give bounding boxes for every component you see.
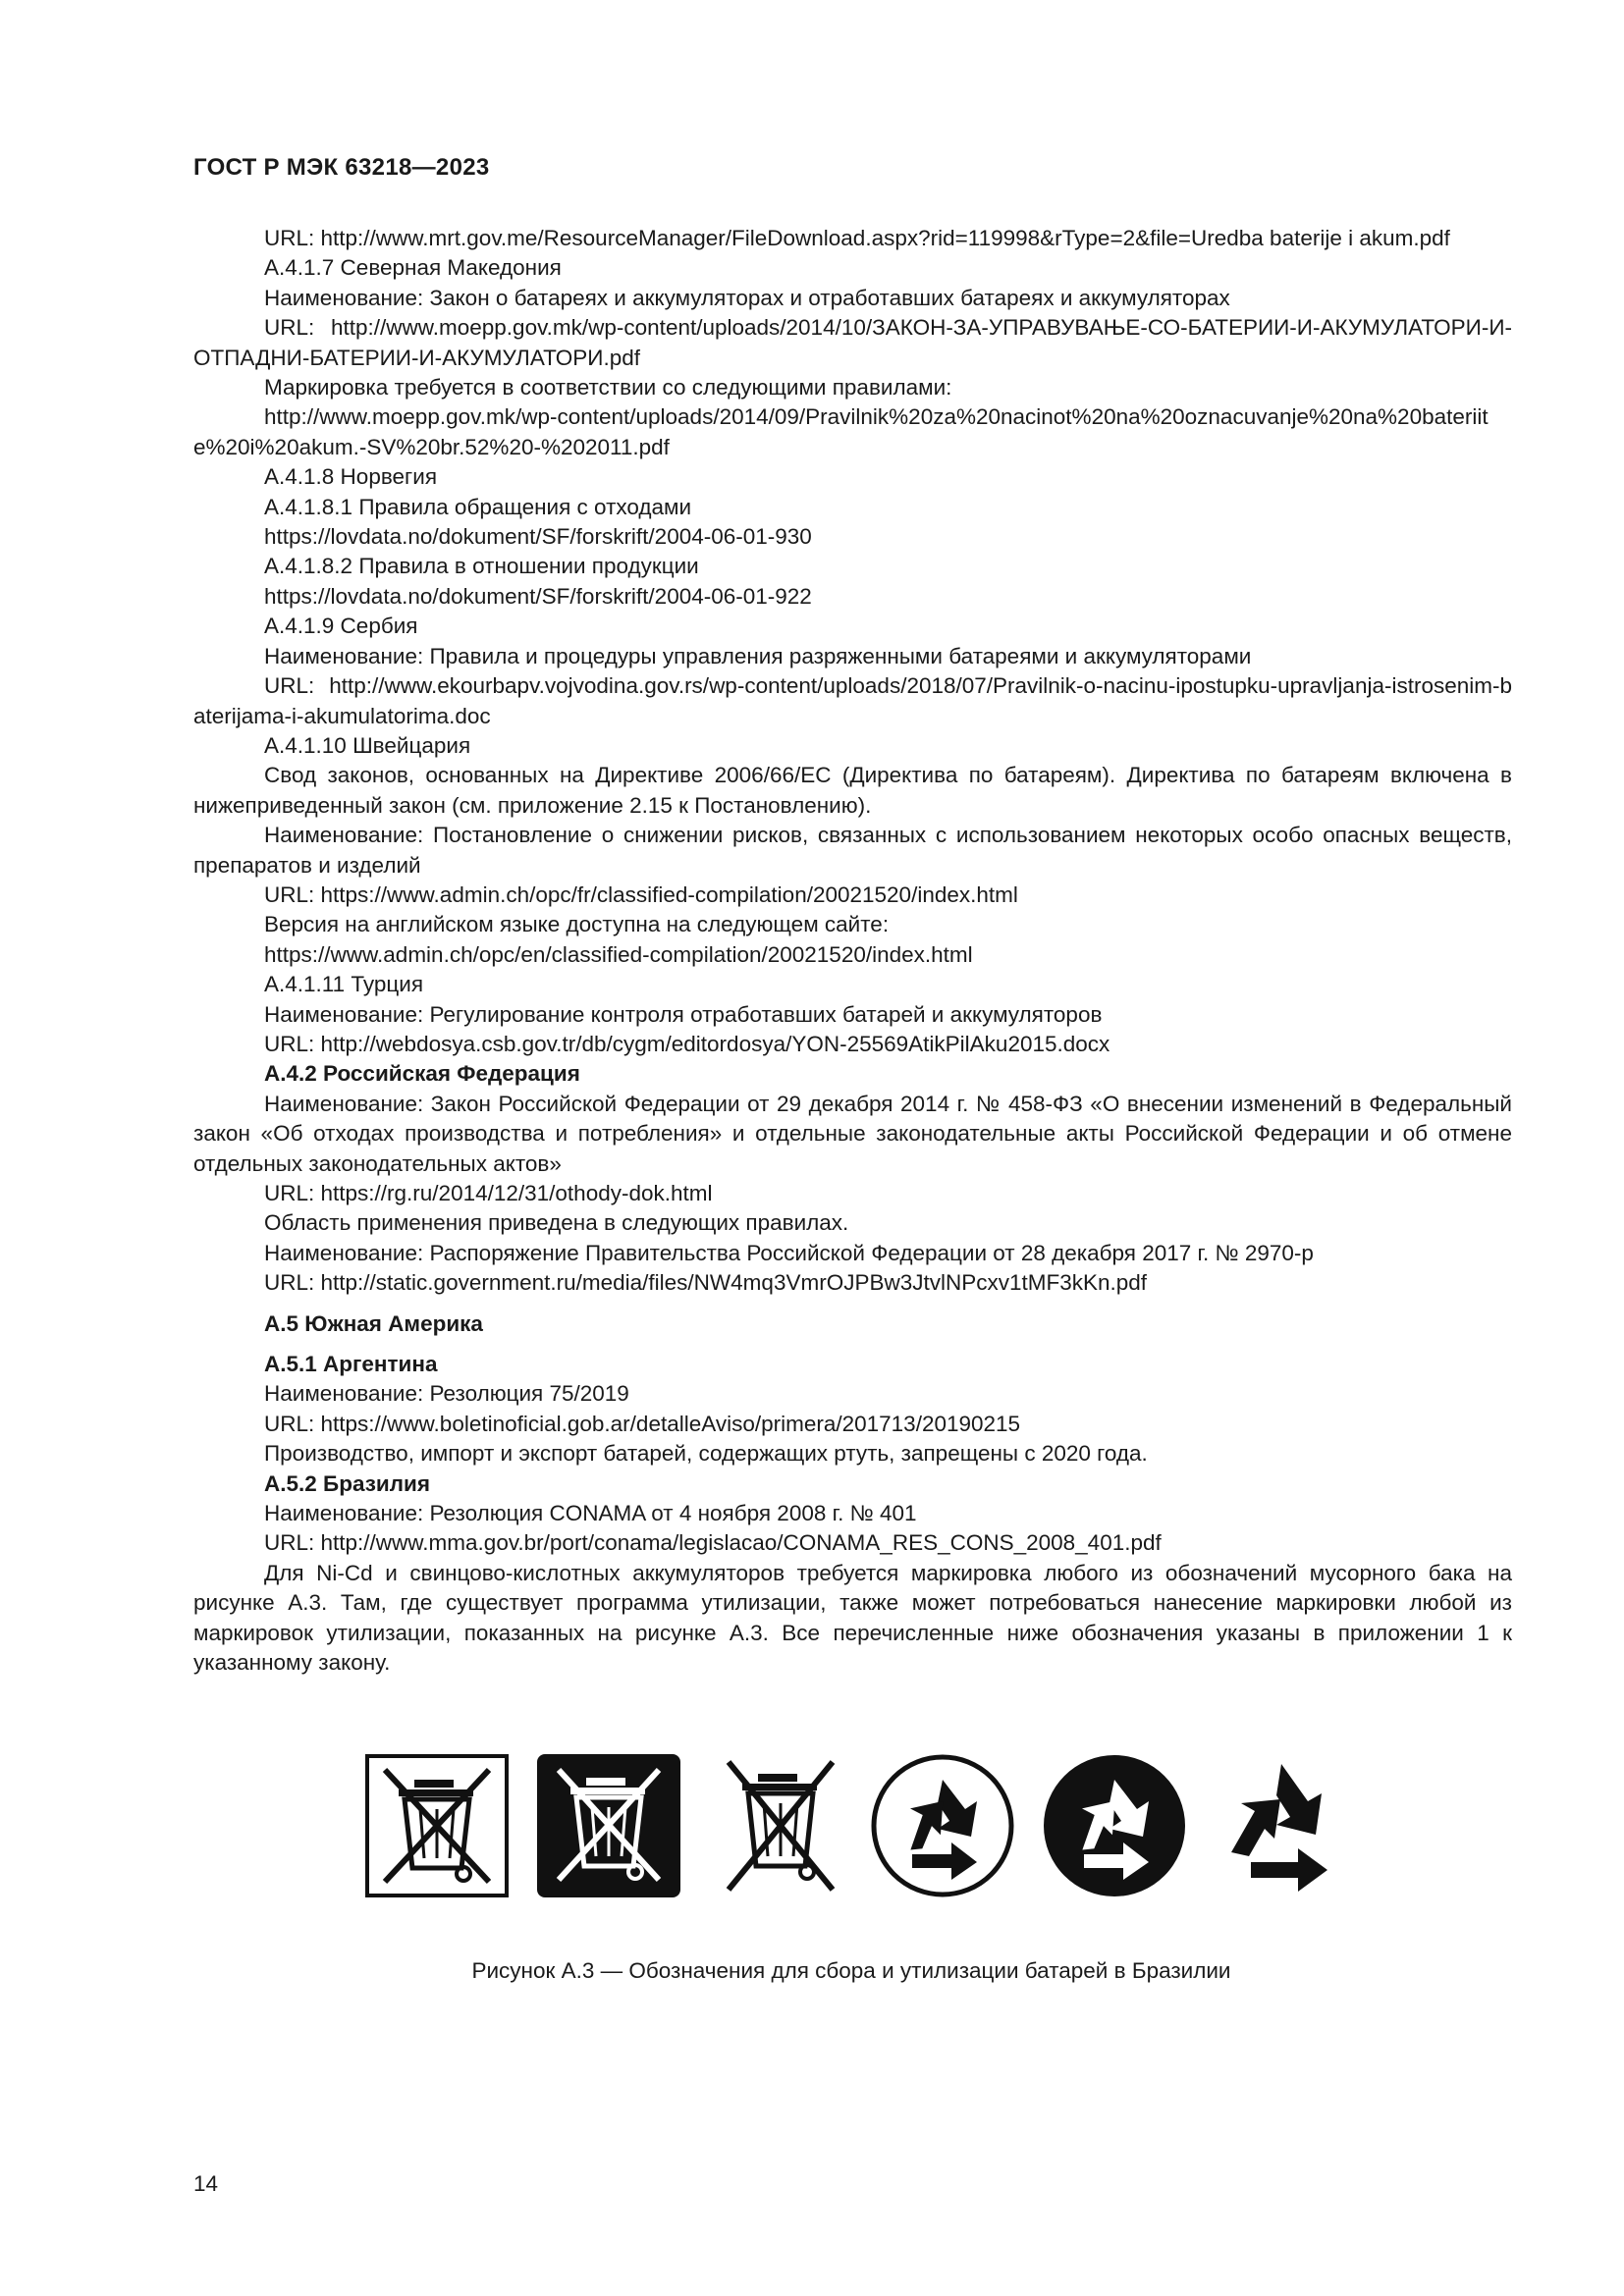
recycle-circle-icon	[869, 1752, 1016, 1899]
paragraph: Свод законов, основанных на Директиве 2006/66/ЕС (Директива по батареям). Директива по батареям включена в нижеприведенный закон (см. приложение 2.15 к Постановлению).	[193, 763, 1512, 818]
paragraph: URL: http://www.mrt.gov.me/ResourceManager/FileDownload.aspx?rid=119998&rType=2&file=Uredba baterije i akum.pdf	[264, 226, 1450, 250]
paragraph: https://www.admin.ch/opc/en/classified-compilation/20021520/index.html	[264, 941, 973, 967]
paragraph: Наименование: Регулирование контроля отработавших батарей и аккумуляторов	[264, 1001, 1103, 1027]
recycle-circle-filled-icon	[1041, 1752, 1188, 1899]
paragraph: А.4.1.8.1 Правила обращения с отходами	[264, 494, 692, 519]
section-heading: А.5 Южная Америка	[264, 1310, 483, 1336]
crossed-bin-small-icon	[707, 1752, 854, 1899]
paragraph: Область применения приведена в следующих правилах.	[264, 1210, 849, 1236]
paragraph: Наименование: Резолюция 75/2019	[264, 1381, 629, 1407]
paragraph-gap	[193, 1339, 1512, 1350]
paragraph: А.4.1.8 Норвегия	[264, 464, 438, 490]
crossed-bin-icon	[363, 1752, 511, 1899]
crossed-bin-inverted-icon	[535, 1752, 682, 1899]
paragraph: Наименование: Правила и процедуры управления разряженными батареями и аккумуляторами	[264, 643, 1252, 668]
paragraph: Наименование: Закон Российской Федерации от 29 декабря 2014 г. № 458-ФЗ «О внесении изменений в Федеральный закон «Об отходах производства и потребления» и отдельные законодательные акты Российской Федерации и об отмене отдельных законодательных актов»	[193, 1091, 1512, 1176]
section-heading: А.4.2 Российская Федерация	[264, 1061, 580, 1087]
figure-symbols	[353, 1752, 1345, 1899]
paragraph: https://lovdata.no/dokument/SF/forskrift/2004-06-01-930	[264, 524, 812, 550]
paragraph: Маркировка требуется в соответствии со следующими правилами:	[264, 375, 952, 400]
paragraph: Наименование: Резолюция CONAMA от 4 ноября 2008 г. № 401	[264, 1501, 917, 1526]
paragraph-gap	[193, 1299, 1512, 1309]
section-heading: А.5.1 Аргентина	[264, 1352, 438, 1377]
paragraph: Наименование: Распоряжение Правительства Российской Федерации от 28 декабря 2017 г. № 2970-р	[264, 1240, 1314, 1265]
paragraph: А.4.1.11 Турция	[264, 972, 424, 997]
paragraph: А.4.1.10 Швейцария	[264, 732, 471, 758]
document-header: ГОСТ Р МЭК 63218—2023	[193, 154, 490, 181]
paragraph: А.4.1.7 Северная Македония	[264, 255, 562, 281]
paragraph: А.4.1.8.2 Правила в отношении продукции	[264, 554, 699, 579]
document-body	[193, 224, 1512, 1679]
recycle-arrows-icon	[1218, 1752, 1345, 1899]
paragraph: URL: https://www.admin.ch/opc/fr/classified-compilation/20021520/index.html	[264, 881, 1018, 907]
paragraph: Производство, импорт и экспорт батарей, содержащих ртуть, запрещены с 2020 года.	[264, 1441, 1148, 1467]
page-number: 14	[193, 2171, 219, 2196]
paragraph: Версия на английском языке доступна на следующем сайте:	[264, 912, 890, 937]
paragraph: URL: http://webdosya.csb.gov.tr/db/cygm/editordosya/YON-25569AtikPilAku2015.docx	[264, 1031, 1110, 1056]
paragraph: URL: http://www.mma.gov.br/port/conama/legislacao/CONAMA_RES_CONS_2008_401.pdf	[264, 1530, 1162, 1556]
paragraph: https://lovdata.no/dokument/SF/forskrift/2004-06-01-922	[264, 583, 812, 609]
paragraph: URL: https://rg.ru/2014/12/31/othody-dok.html	[264, 1181, 713, 1205]
paragraph: URL: http://www.moepp.gov.mk/wp-content/uploads/2014/10/ЗАКОН-ЗА-УПРАВУВАЊЕ-СО-БАТЕРИИ-И-АКУМУЛАТОРИ-И-ОТПАДНИ-БАТЕРИИ-И-АКУМУЛАТОРИ.pdf	[193, 315, 1512, 370]
figure-caption: Рисунок А.3 — Обозначения для сбора и утилизации батарей в Бразилии	[471, 1958, 1231, 1983]
paragraph: А.4.1.9 Сербия	[264, 614, 418, 639]
paragraph: Наименование: Закон о батареях и аккумуляторах и отработавших батареях и аккумуляторах	[264, 285, 1230, 310]
paragraph: URL: http://static.government.ru/media/files/NW4mq3VmrOJPBw3JtvlNPcxv1tMF3kKn.pdf	[264, 1270, 1148, 1296]
paragraph: Для Ni-Cd и свинцово-кислотных аккумуляторов требуется маркировка любого из обозначений мусорного бака на рисунке А.3. Там, где существует программа утилизации, также может потребоваться нанесение маркировки любой из маркировок утилизации, показанных на рисунке А.3. Все перечисленные ниже обозначения указаны в приложении 1 к указанному закону.	[193, 1560, 1512, 1676]
paragraph: http://www.moepp.gov.mk/wp-content/uploads/2014/09/Pravilnik%20za%20nacinot%20na%20oznacuvanje%20na%20bateriite%20i%20akum.-SV%20br.52%20-%202011.pdf	[193, 404, 1489, 459]
paragraph: URL: https://www.boletinoficial.gob.ar/detalleAviso/primera/201713/20190215	[264, 1411, 1021, 1436]
paragraph: URL: http://www.ekourbapv.vojvodina.gov.rs/wp-content/uploads/2018/07/Pravilnik-o-nacinu-ipostupku-upravljanja-istrosenim-baterijama-i-akumulatorima.doc	[193, 673, 1512, 728]
paragraph: Наименование: Постановление о снижении рисков, связанных с использованием некоторых особо опасных веществ, препаратов и изделий	[193, 823, 1512, 878]
section-heading: А.5.2 Бразилия	[264, 1470, 431, 1496]
